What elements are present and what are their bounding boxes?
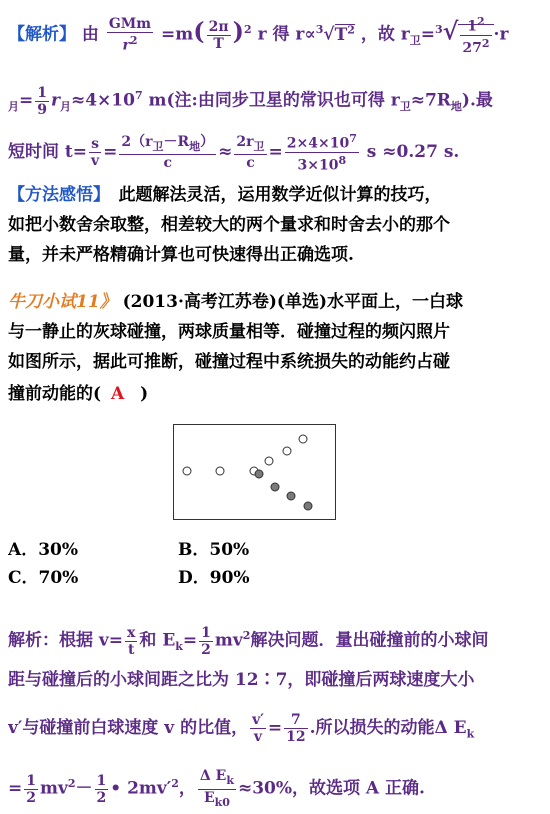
gray-ball-1 — [255, 470, 263, 478]
frac-den: v — [91, 153, 100, 169]
options-row-1 — [8, 538, 542, 562]
fraction-s-v — [89, 136, 101, 169]
white-ball-5 — [283, 447, 291, 455]
exercise-line-2 — [8, 320, 542, 344]
gray-ball-2 — [271, 483, 279, 491]
sub-di: 地 — [189, 139, 201, 153]
sub-wei: 卫 — [409, 34, 421, 48]
sub-k: k — [175, 640, 183, 654]
text-approx: ≈4×10 — [70, 90, 135, 111]
frac-den — [198, 790, 236, 806]
text-start: 短时间 t= — [8, 142, 88, 162]
fraction-2pi-T — [207, 19, 231, 52]
text-end: ).最 — [461, 90, 493, 111]
frac-num: 1 — [26, 772, 36, 789]
radicand — [335, 24, 355, 45]
exercise-text-1: (2013·高考江苏卷)(单选)水平面上，一白球 — [116, 292, 463, 312]
exp: 2 — [347, 23, 355, 36]
sub-wei: 卫 — [152, 139, 164, 153]
solution-line-3 — [8, 706, 542, 750]
frac-num: 1 — [96, 772, 107, 789]
fraction-2r-c — [119, 134, 216, 172]
text-eq: = — [267, 718, 283, 738]
radical-icon: √ — [323, 24, 335, 45]
sub-k: k — [466, 727, 475, 741]
text-you: 由 — [81, 24, 99, 45]
frac-num — [285, 131, 359, 153]
frac-num: 1 — [201, 624, 211, 641]
text-mv: mv — [40, 778, 68, 799]
frac-den: 2 — [201, 641, 211, 658]
frac-num: x — [127, 624, 136, 641]
text-minus: － — [75, 778, 93, 799]
radicand-T: T — [334, 24, 348, 45]
white-ball-1 — [183, 467, 191, 475]
fraction-big — [285, 131, 359, 173]
text-eq: = — [19, 90, 34, 111]
fraction-1-2 — [199, 625, 213, 658]
frac-den: T — [213, 35, 224, 52]
fraction-7-12 — [284, 712, 307, 745]
collision-svg — [173, 424, 336, 520]
fraction-gmm-r2 — [107, 16, 153, 52]
gray-ball-4 — [304, 502, 312, 510]
exercise-text-2: 与一静止的灰球碰撞，两球质量相等．碰撞过程的频闪照片 — [8, 322, 450, 342]
text-eq: = — [420, 24, 435, 45]
method-text-2: 如把小数舍余取整，相差较大的两个量求和时舍去小的那个 — [8, 215, 450, 235]
frac-den: 12 — [286, 729, 306, 745]
text-tail: s ≈0.27 s. — [360, 142, 460, 162]
frac-den: t — [127, 641, 135, 658]
frac-den — [285, 153, 359, 174]
text-eq: = — [103, 142, 118, 162]
frac-den — [460, 36, 491, 52]
frac-num — [119, 134, 216, 156]
exp: 7 — [134, 89, 143, 102]
radicand — [458, 15, 493, 52]
sub-wei: 卫 — [253, 139, 265, 153]
exp: 2 — [244, 23, 252, 36]
solution-text-2: 距与碰撞后的小球间距之比为 12∶7，即碰撞后两球速度大小 — [8, 670, 475, 690]
sub-wei: 卫 — [399, 100, 411, 114]
fraction-1-9 — [35, 85, 49, 118]
frac-den: 9 — [37, 101, 47, 118]
frac-den: c — [163, 155, 173, 172]
solution-text-4c: ≈30%，故选项 A 正确. — [237, 778, 425, 799]
exercise-text-3: 如图所示，据此可推断，碰撞过程中系统损失的动能约占碰 — [8, 352, 450, 372]
option-a: A．30% — [8, 540, 79, 560]
analysis-line-2 — [8, 74, 542, 118]
num-val: 2×4×10 — [286, 136, 350, 152]
solution-text-3a: v′与碰撞前白球速度 v 的比值， — [8, 718, 249, 738]
exp: 2 — [477, 15, 485, 28]
sub-k: k — [226, 773, 234, 787]
exp: 2 — [129, 34, 138, 48]
exp: 2 — [171, 777, 179, 790]
white-ball-2 — [216, 467, 224, 475]
num-minus-R: －R — [163, 133, 190, 150]
exercise-label: 牛刀小试11》 — [8, 292, 117, 312]
frac-den: 2 — [26, 789, 36, 806]
collision-figure — [173, 424, 336, 520]
option-b: B．50% — [178, 540, 250, 560]
exp: 2 — [481, 36, 490, 50]
num-dek: Δ E — [199, 767, 227, 784]
method-label: 【方法感悟】 — [8, 185, 102, 205]
root-index: 3 — [434, 23, 443, 36]
sub-yue: 月 — [59, 100, 71, 114]
text-eq: = — [268, 142, 283, 162]
text-eq-m: =m — [161, 24, 194, 45]
num-2r: 2r — [236, 133, 254, 150]
solution-line-1 — [8, 614, 542, 658]
root-index: 3 — [315, 23, 324, 36]
exp: 7 — [349, 132, 357, 146]
option-d: D．90% — [178, 568, 250, 588]
solution-line-2 — [8, 668, 542, 692]
options-row-2 — [8, 566, 542, 590]
frac-num: 7 — [284, 712, 307, 729]
fraction-1-2-b — [95, 773, 109, 806]
fraction-1-2-a — [24, 773, 38, 806]
frac-num — [460, 14, 491, 36]
exp: 2 — [67, 777, 76, 790]
exp: 2 — [242, 629, 251, 642]
text-mv: mv — [214, 630, 243, 651]
text-dot-r: ·r — [493, 24, 509, 45]
frac-den: c — [246, 155, 255, 172]
analysis-line-1 — [8, 8, 542, 52]
option-c: C．70% — [8, 568, 79, 588]
exercise-line-3 — [8, 350, 542, 374]
analysis-label: 【解析】 — [8, 24, 76, 45]
exercise-text-4: 撞前动能的( — [8, 384, 102, 404]
den-val: 3×10 — [297, 157, 339, 174]
fraction-vp-v — [250, 712, 266, 745]
method-text-1: 此题解法灵活，运用数学近似计算的技巧， — [101, 185, 442, 205]
frac-num: s — [89, 136, 101, 153]
text-r: r — [51, 90, 60, 111]
solution-text-3b: .所以损失的动能Δ E — [309, 718, 467, 738]
text-r-de: r 得 r∝ — [257, 24, 316, 45]
frac-num — [234, 134, 266, 156]
sub-yue: 月 — [8, 100, 19, 114]
solution-line-4 — [8, 762, 542, 806]
num-1: 1 — [467, 18, 477, 35]
white-ball-6 — [299, 435, 307, 443]
fraction-1-27 — [460, 14, 491, 52]
sub-k0: k0 — [214, 795, 230, 806]
text-approx2: ≈7R — [410, 90, 451, 111]
paren-left: ( — [193, 16, 205, 46]
text-eq: = — [182, 630, 198, 651]
fraction-x-t — [125, 625, 137, 658]
method-line-3 — [8, 243, 542, 267]
white-ball-4 — [265, 457, 273, 465]
radical-icon: √ — [442, 16, 459, 46]
fraction-dek-ek0 — [198, 768, 236, 806]
text-eq: = — [8, 778, 23, 799]
frac-den: v — [253, 729, 263, 745]
num-2r: 2（r — [121, 133, 153, 150]
gray-ball-3 — [287, 492, 295, 500]
exercise-line-1 — [8, 290, 542, 314]
text-note: m(注:由同步卫星的常识也可得 r — [142, 90, 400, 111]
frac-num: GMm — [108, 16, 152, 33]
exercise-text-4-end: ) — [134, 384, 149, 404]
exp: 8 — [338, 154, 347, 167]
num-close: ） — [200, 133, 215, 150]
solution-label: 解析：根据 v= — [8, 630, 124, 651]
den-27: 27 — [462, 40, 482, 52]
frac-num: 1 — [37, 84, 47, 101]
sub-di: 地 — [450, 100, 462, 114]
text-gu: ，故 r — [360, 24, 410, 45]
den-ek: E — [203, 789, 215, 806]
frac-num: v′ — [252, 712, 264, 728]
text-2mv: • 2mv′ — [110, 778, 172, 799]
frac-num: 2π — [208, 18, 229, 35]
analysis-line-3 — [8, 126, 542, 178]
exercise-line-4 — [8, 382, 542, 406]
frac-den — [107, 33, 153, 52]
solution-text-1: 解决问题．量出碰撞前的小球间 — [250, 630, 489, 651]
frac-den-r: r — [122, 37, 130, 52]
text-approx: ≈ — [218, 142, 233, 162]
answer-letter: A — [111, 384, 125, 404]
text-comma: ， — [178, 778, 196, 799]
fraction-2r-c-2 — [234, 134, 266, 172]
method-text-3: 量，并未严格精确计算也可快速得出正确选项. — [8, 245, 354, 265]
frac-den: 2 — [96, 789, 107, 806]
method-line-1 — [8, 183, 542, 207]
frac-num — [198, 768, 236, 790]
paren-right: ) — [232, 16, 244, 46]
text-he-ek: 和 E — [139, 630, 176, 651]
method-line-2 — [8, 213, 542, 237]
